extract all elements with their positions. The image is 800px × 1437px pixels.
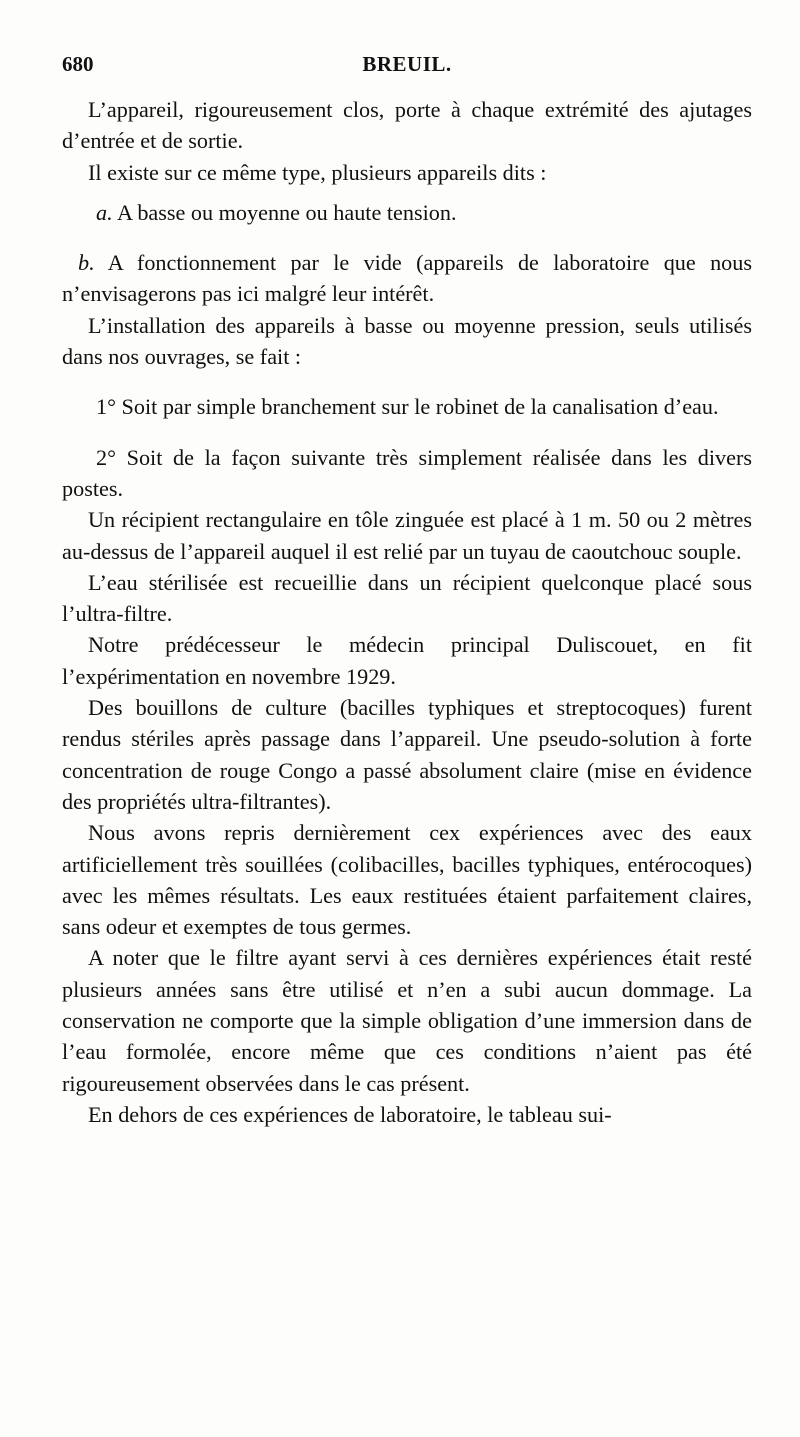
paragraph: A noter que le filtre ayant servi à ces dernières expériences était resté plusieurs années sans être utilisé et n’en a subi aucun dommage. La conservation ne comporte que la simple obligation d’une immersion dans de l’eau formolée, encore même que ces conditions n’aient pas été rigoureusement observées dans le cas présent. [62, 945, 752, 1096]
paragraph: Un récipient rectangulaire en tôle zinguée est placé à 1 m. 50 ou 2 mètres au-dessus de l’appareil auquel il est relié par un tuyau de caoutchouc souple. [62, 507, 752, 564]
paragraph: L’installation des appareils à basse ou moyenne pression, seuls utilisés dans nos ouvrages, se fait : [62, 312, 752, 370]
paragraph: L’appareil, rigoureusement clos, porte à chaque extrémité des ajutages d’entrée et de sortie. [62, 97, 752, 154]
list-item-text: A fonctionnement par le vide (appareils de laboratoire que nous n’envisagerons pas ici malgré leur intérêt. [62, 250, 753, 307]
paragraph: En dehors de ces expériences de laboratoire, le tableau sui- [88, 1101, 612, 1127]
list-item-a [62, 197, 752, 228]
paragraph: Des bouillons de culture (bacilles typhiques et streptocoques) furent rendus stériles après passage dans l’appareil. Une pseudo-solution à forte concentration de rouge Congo a passé absolument claire (mise en évidence des propriétés ultra-filtrantes). [62, 695, 752, 814]
paragraph: L’eau stérilisée est recueillie dans un récipient quelconque placé sous l’ultra-filtre. [62, 569, 752, 627]
page-header [62, 52, 752, 82]
list-item-text: A basse ou moyenne ou haute tension. [116, 199, 457, 225]
page-number: 680 [62, 52, 94, 76]
list-item-b [62, 247, 752, 310]
paragraph: Nous avons repris dernièrement cex expériences avec des eaux artificiellement très souillées (colibacilles, bacilles typhiques, entérocoques) avec les mêmes résultats. Les eaux restituées étaient parfaitement claires, sans odeur et exemptes de tous germes. [62, 820, 752, 940]
paragraph: Notre prédécesseur le médecin principal Duliscouet, en fit l’expérimentation en novembre 1929. [62, 632, 752, 689]
numbered-item-1: 1° Soit par simple branchement sur le robinet de la canalisation d’eau. [96, 394, 719, 420]
list-label: a. [96, 199, 113, 225]
running-head: BREUIL. [362, 52, 452, 76]
numbered-item-2: 2° Soit de la façon suivante très simplement réalisée dans les divers postes. [62, 444, 752, 501]
body-text [62, 94, 752, 1130]
paragraph: Il existe sur ce même type, plusieurs appareils dits : [88, 159, 547, 185]
list-label: b. [78, 250, 95, 276]
